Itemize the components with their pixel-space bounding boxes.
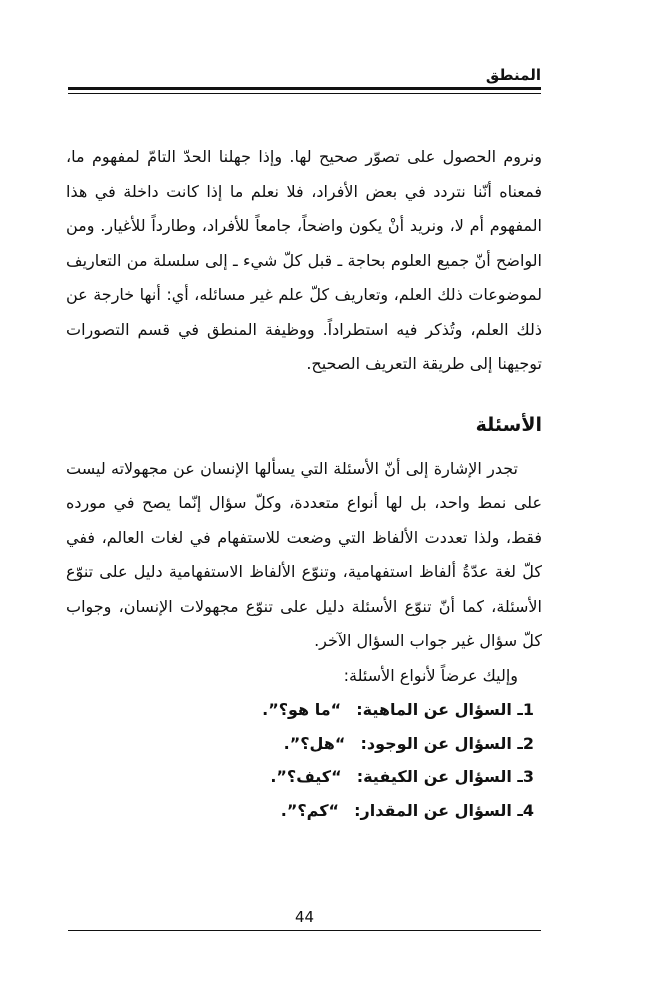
page-footer (68, 908, 541, 948)
header-rule-thin (68, 93, 541, 94)
question-label: 3ـ السؤال عن الكيفية: (356, 767, 534, 786)
body-paragraph: ونروم الحصول على تصوّر صحيح لها. وإذا جهلنا الحدّ التامّ لمفهوم ما، فمعناه أنّنا نتردد في بعض الأفراد، فلا نعلم ما إذا كانت داخلة في هذا المفهوم أم لا، ونريد أنْ يكون واضحاً، جامعاً للأفراد، وطارداً للأغيار. ومن الواضح أنّ جميع العلوم بحاجة ـ قبل كلّ شيء ـ إلى سلسلة من التعاريف لموضوعات ذلك العلم، وتعاريف كلّ علم غير مسائله، أي: أنها خارجة عن ذلك العلم، وتُذكر فيه استطراداً. ووظيفة المنطق في قسم التصورات توجيهنا إلى طريقة التعريف الصحيح. (66, 147, 542, 373)
section-paragraph: تجدر الإشارة إلى أنّ الأسئلة التي يسألها الإنسان عن مجهولاته ليست على نمط واحد، بل لها أنواع متعددة، وكلّ سؤال إنّما يصح في مورده فقط، ولذا تعددت الألفاظ التي وضعت للاستفهام في لغات العالم، ففي كلّ لغة عدّةُ ألفاظ استفهامية، وتنوّع الألفاظ الاستفهامية دليل على تنوّع الأسئلة، كما أنّ تنوّع الأسئلة دليل على تنوّع مجهولات الإنسان، وجواب كلّ سؤال غير جواب السؤال الآخر. (66, 458, 542, 650)
question-item (66, 760, 542, 794)
running-header-title: المنطق (485, 66, 541, 84)
footer-rule (68, 930, 541, 931)
question-word: “كيف؟”. (270, 767, 342, 786)
list-intro: وإليك عرضاً لأنواع الأسئلة: (343, 665, 518, 685)
page-header (68, 62, 541, 102)
question-label: 1ـ السؤال عن الماهية: (356, 700, 534, 719)
question-item (66, 727, 542, 761)
question-word: “ما هو؟”. (262, 700, 342, 719)
header-rule-thick (68, 87, 541, 90)
section-heading: الأسئلة (475, 413, 542, 436)
questions-list (66, 693, 542, 827)
question-item (66, 794, 542, 828)
page-number: 44 (294, 908, 315, 926)
question-label: 4ـ السؤال عن المقدار: (354, 800, 534, 820)
page-body (66, 140, 542, 827)
question-label: 2ـ السؤال عن الوجود: (360, 733, 534, 753)
question-word: “كم؟”. (280, 800, 340, 820)
question-item (66, 693, 542, 727)
question-word: “هل؟”. (283, 733, 346, 753)
